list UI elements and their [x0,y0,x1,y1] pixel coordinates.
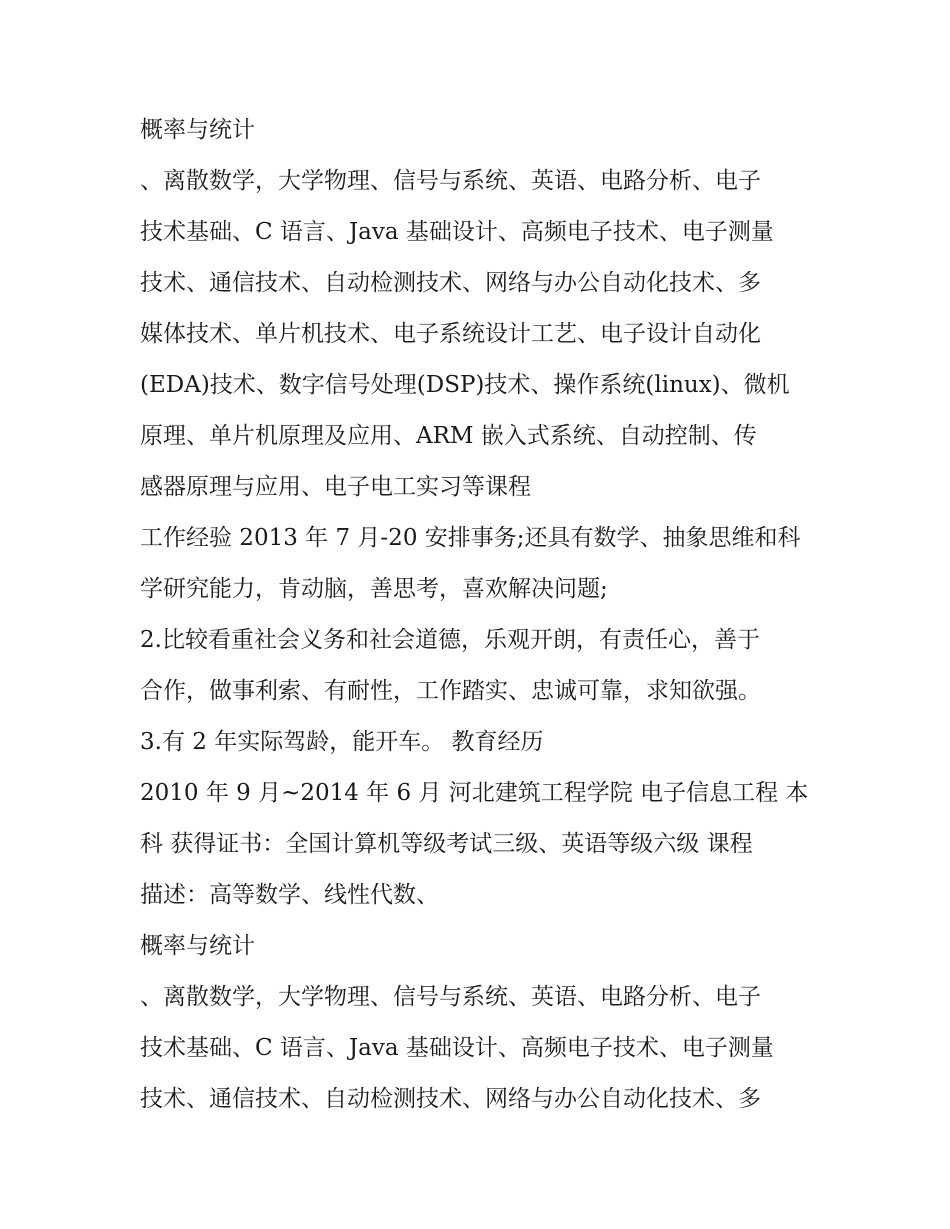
text-line: 学研究能力，肯动脑，善思考，喜欢解决问题; [140,576,608,602]
text-line: 概率与统计 [140,117,255,143]
text-line: 概率与统计 [140,933,255,959]
text-line: 技术基础、C 语言、Java 基础设计、高频电子技术、电子测量 [140,219,774,245]
text-line: 科 获得证书：全国计算机等级考试三级、英语等级六级 课程 [140,831,753,857]
body-text [140,105,820,1125]
text-line: 技术、通信技术、自动检测技术、网络与办公自动化技术、多 [140,1086,761,1112]
text-line: 感器原理与应用、电子电工实习等课程 [140,474,531,500]
text-line: 描述：高等数学、线性代数、 [140,882,439,908]
text-line: 2010 年 9 月~2014 年 6 月 河北建筑工程学院 电子信息工程 本 [140,780,809,806]
text-line: 媒体技术、单片机技术、电子系统设计工艺、电子设计自动化 [140,321,761,347]
text-line: 技术基础、C 语言、Java 基础设计、高频电子技术、电子测量 [140,1035,774,1061]
text-line: 原理、单片机原理及应用、ARM 嵌入式系统、自动控制、传 [140,423,757,449]
text-line: 2.比较看重社会义务和社会道德，乐观开朗，有责任心，善于 [140,627,760,653]
text-line: 合作，做事利索、有耐性，工作踏实、忠诚可靠，求知欲强。 [140,678,761,704]
text-line: 3.有 2 年实际驾龄，能开车。 教育经历 [140,729,544,755]
text-line: 、离散数学，大学物理、信号与系统、英语、电路分析、电子 [140,168,761,194]
text-line: 工作经验 2013 年 7 月-20 安排事务;还具有数学、抽象思维和科 [140,525,801,551]
text-line: (EDA)技术、数字信号处理(DSP)技术、操作系统(linux)、微机 [140,372,790,398]
text-line: 、离散数学，大学物理、信号与系统、英语、电路分析、电子 [140,984,761,1010]
text-line: 技术、通信技术、自动检测技术、网络与办公自动化技术、多 [140,270,761,296]
